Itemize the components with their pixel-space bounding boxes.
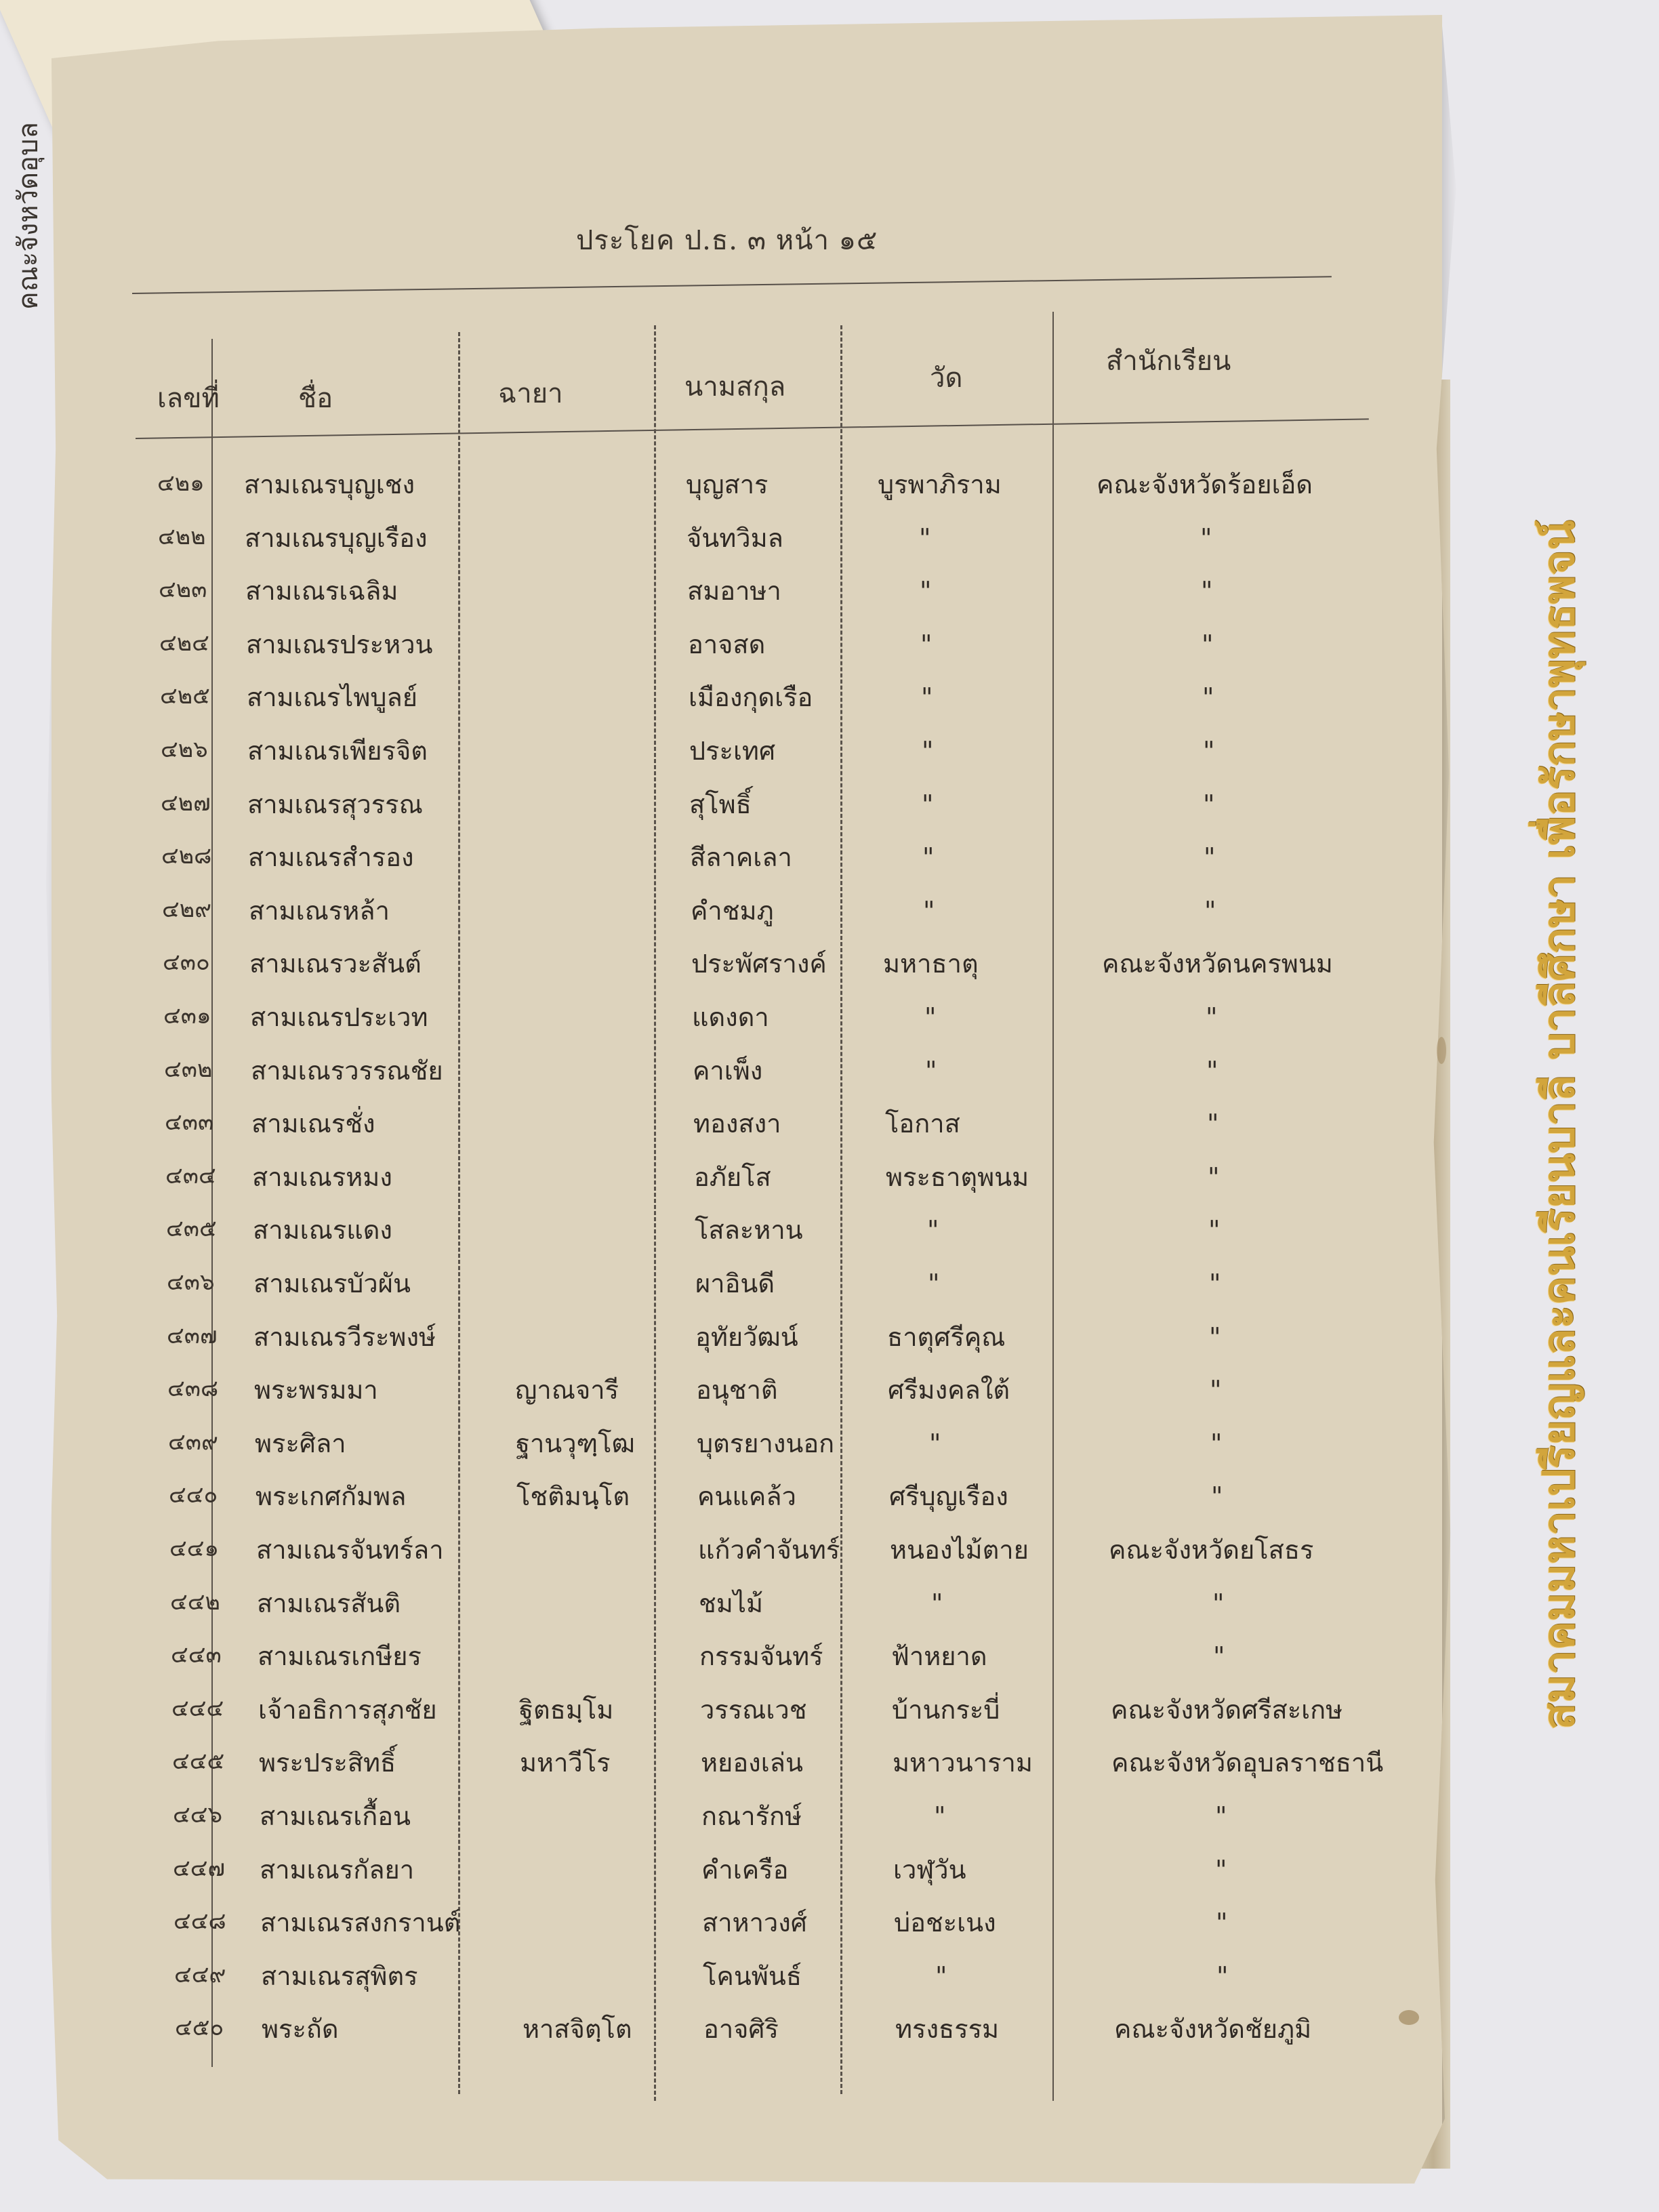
row-temple: ": [919, 523, 931, 553]
table-row: [9, 1217, 1500, 1270]
row-number: ๔๔๒: [170, 1588, 220, 1616]
row-temple: ": [929, 1428, 941, 1458]
row-school: ": [1208, 1215, 1221, 1246]
table-row: [12, 1483, 1502, 1536]
row-number: ๔๒๓: [159, 576, 207, 604]
row-school: ": [1215, 1801, 1227, 1831]
row-surname: ชมไม้: [699, 1588, 763, 1618]
row-name: สามเณรชั่ง: [251, 1109, 375, 1139]
col-header-no: เลขที่: [157, 383, 220, 414]
row-temple: ": [927, 1215, 939, 1246]
table-row: [5, 895, 1496, 951]
col-header-school: สำนักเรียน: [1106, 346, 1231, 377]
row-title: โชติมนฺโต: [516, 1481, 630, 1512]
row-school: ": [1206, 1055, 1218, 1086]
row-number: ๔๓๒: [164, 1055, 213, 1083]
row-temple: บ้านกระบี่: [892, 1694, 1000, 1725]
row-temple: ": [925, 1055, 937, 1086]
row-title: ฐานวุฑฺโฒ: [516, 1428, 635, 1458]
row-school: ": [1216, 1961, 1229, 1991]
table-row: [12, 1537, 1503, 1590]
row-number: ๔๓๐: [163, 949, 210, 977]
row-surname: กณารักษ์: [701, 1801, 802, 1831]
row-number: ๔๓๓: [165, 1109, 214, 1136]
row-temple: ": [922, 842, 935, 873]
row-name: สามเณรหล้า: [249, 895, 390, 926]
row-number: ๔๔๑: [169, 1535, 220, 1562]
table-row: [10, 1377, 1501, 1430]
row-surname: โสละหาน: [695, 1215, 803, 1246]
row-temple: บูรพาภิราม: [878, 470, 1002, 499]
row-school: ": [1208, 1162, 1220, 1192]
watermark: สมาคมมหาเปรียญและคนเรียนบาลี บาลีศึกษา เพื่อรักษาพุทธพจน์: [1534, 520, 1584, 1730]
row-number: ๔๔๔: [171, 1694, 224, 1722]
row-temple: พระธาตุพนม: [886, 1162, 1029, 1192]
row-surname: บุญสาร: [686, 470, 769, 499]
row-school: คณะจังหวัดร้อยเอ็ด: [1097, 470, 1313, 499]
row-name: สามเณรบุญเรือง: [245, 523, 428, 553]
row-title: หาสจิตฺโต: [523, 2014, 632, 2045]
row-name: พระพรมมา: [254, 1375, 378, 1406]
row-surname: แก้วคำจันทร์: [698, 1535, 840, 1565]
table-row: [15, 1750, 1506, 1803]
row-number: ๔๕๐: [175, 2014, 224, 2042]
paper-stain: [1437, 1037, 1446, 1064]
row-number: ๔๓๕: [166, 1215, 217, 1243]
row-surname: วรรณเวช: [700, 1694, 807, 1725]
page-header: ประโยค ป.ธ. ๓ หน้า ๑๕: [576, 225, 878, 256]
row-school: ": [1213, 1641, 1225, 1672]
row-number: ๔๔๙: [174, 1961, 226, 1988]
row-temple: ": [920, 629, 933, 659]
row-surname: สีลาคเลา: [690, 842, 792, 873]
row-temple: ": [934, 1801, 946, 1831]
row-name: สามเณรกัลยา: [260, 1854, 415, 1885]
table-row: [8, 1164, 1499, 1217]
row-name: สามเณรเกษียร: [258, 1641, 422, 1672]
row-number: ๔๔๓: [171, 1641, 222, 1669]
row-school: ": [1203, 736, 1215, 766]
row-school: ": [1210, 1428, 1223, 1458]
table-row: [7, 1055, 1498, 1111]
row-surname: โคนพันธ์: [703, 1961, 802, 1991]
row-temple: บ่อชะเนง: [894, 1908, 996, 1938]
row-surname: คาเพ็ง: [693, 1055, 763, 1086]
row-school: ": [1209, 1322, 1221, 1352]
row-number: ๔๓๔: [165, 1162, 216, 1189]
row-name: สามเณรเกื้อน: [260, 1801, 411, 1831]
table-row: [16, 1803, 1507, 1856]
row-name: สามเณรประเวท: [250, 1002, 428, 1032]
row-surname: เมืองกุดเรือ: [689, 682, 813, 713]
row-number: ๔๒๖: [161, 736, 208, 763]
row-name: สามเณรสงกรานต์: [260, 1908, 461, 1938]
row-number: ๔๓๙: [168, 1428, 218, 1456]
row-number: ๔๒๔: [159, 629, 209, 657]
row-temple: ": [922, 789, 934, 819]
row-temple: ฟ้าหยาด: [891, 1641, 987, 1672]
table-row: [3, 789, 1494, 844]
table-row: [6, 1004, 1497, 1057]
row-school: ": [1215, 1854, 1227, 1885]
col-header-surname: นามสกุล: [684, 371, 786, 403]
paper-stain: [1399, 2010, 1419, 2025]
row-school: ": [1202, 682, 1214, 713]
row-surname: แดงดา: [692, 1002, 769, 1032]
row-school: ": [1203, 789, 1215, 819]
row-name: สามเณรเพียรจิต: [247, 736, 428, 766]
row-number: ๔๒๑: [157, 470, 205, 497]
row-surname: ทองสงา: [693, 1109, 781, 1139]
row-name: พระศิลา: [255, 1428, 346, 1458]
row-school: คณะจังหวัดชัยภูมิ: [1114, 2014, 1312, 2045]
row-number: ๔๔๗: [173, 1854, 226, 1882]
row-school: ": [1202, 629, 1214, 659]
row-name: สามเณรหมง: [252, 1162, 392, 1192]
row-number: ๔๒๗: [161, 789, 211, 817]
row-surname: ประพัศรางค์: [691, 949, 827, 979]
row-surname: อภัยโส: [694, 1162, 771, 1192]
row-number: ๔๓๖: [167, 1269, 215, 1296]
row-temple: ทรงธรรม: [895, 2014, 1000, 2045]
row-surname: คนแคล้ว: [697, 1481, 796, 1512]
row-surname: ประเทศ: [689, 736, 776, 766]
row-name: สามเณรสุวรรณ: [247, 789, 423, 819]
row-surname: ผาอินดี: [695, 1269, 775, 1298]
row-school: คณะจังหวัดศรีสะเกษ: [1111, 1694, 1343, 1725]
row-surname: สุโพธิ์: [689, 789, 752, 819]
row-school: ": [1207, 1109, 1219, 1139]
col-header-name: ชื่อ: [298, 383, 333, 414]
table-row: [14, 1643, 1504, 1696]
row-school: ": [1201, 576, 1213, 607]
row-school: คณะจังหวัดยโสธร: [1109, 1535, 1314, 1565]
row-temple: หนองไม้ตาย: [890, 1535, 1029, 1565]
row-name: สามเณรวรรณชัย: [251, 1055, 443, 1086]
row-number: ๔๒๕: [160, 682, 210, 710]
table-row: [1, 578, 1492, 631]
row-temple: โอกาส: [885, 1109, 960, 1139]
row-name: สามเณรแดง: [253, 1215, 392, 1246]
row-title: ฐิตธมฺโม: [519, 1694, 614, 1725]
row-name: สามเณรสุพิตร: [261, 1961, 418, 1991]
row-number: ๔๒๒: [158, 523, 206, 550]
row-number: ๔๓๗: [167, 1322, 218, 1349]
row-surname: อาจสด: [688, 629, 766, 659]
row-title: มหาวีโร: [520, 1748, 611, 1778]
table-row: [7, 1111, 1498, 1164]
row-name: พระประสิทธิ์: [259, 1748, 396, 1778]
previous-page-fragment: คณะจังหวัดอุบล: [13, 122, 44, 310]
row-number: ๔๔๐: [169, 1481, 218, 1509]
table-row: [17, 1963, 1508, 2016]
row-temple: ศรีมงคลใต้: [888, 1375, 1010, 1406]
table-row: [2, 629, 1493, 684]
row-name: สามเณรวีระพงษ์: [253, 1322, 436, 1352]
row-temple: ธาตุศรีคุณ: [887, 1322, 1006, 1352]
row-number: ๔๔๕: [172, 1748, 225, 1776]
row-surname: คำเครือ: [701, 1854, 789, 1885]
row-school: คณะจังหวัดอุบลราชธานี: [1111, 1748, 1384, 1778]
table-row: [3, 684, 1494, 737]
row-temple: ": [921, 682, 933, 713]
row-name: สามเณรวะสันต์: [249, 949, 422, 979]
row-surname: กรรมจันทร์: [699, 1641, 823, 1672]
table-row: [9, 1271, 1500, 1324]
row-temple: ศรีบุญเรือง: [889, 1481, 1008, 1512]
row-name: สามเณรไพบูลย์: [247, 682, 418, 713]
row-name: สามเณรบัวผัน: [253, 1269, 411, 1298]
row-name: สามเณรจันทร์ลา: [256, 1535, 444, 1565]
col-header-temple: วัด: [930, 363, 963, 394]
row-name: สามเณรประหวน: [246, 629, 433, 659]
row-number: ๔๓๘: [167, 1375, 219, 1403]
row-temple: ": [935, 1961, 947, 1991]
row-name: เจ้าอธิการสุภชัย: [258, 1694, 437, 1725]
row-temple: ": [922, 736, 934, 766]
row-surname: คำชมภู: [691, 895, 774, 926]
table-row: [14, 1694, 1505, 1750]
row-temple: ": [924, 1002, 937, 1032]
row-name: สามเณรบุญเชง: [244, 470, 415, 499]
row-surname: บุตรยางนอก: [697, 1428, 835, 1458]
row-school: ": [1216, 1908, 1228, 1938]
row-temple: มหาวนาราม: [893, 1748, 1033, 1778]
row-temple: มหาธาตุ: [883, 949, 979, 979]
table-row: [13, 1588, 1504, 1643]
row-surname: สาหาวงศ์: [702, 1908, 807, 1938]
row-number: ๔๒๙: [162, 895, 212, 923]
row-surname: จันทวิมล: [687, 523, 783, 553]
table-row: [1, 525, 1492, 578]
row-name: สามเณรสันติ: [257, 1588, 401, 1618]
row-school: ": [1212, 1588, 1225, 1618]
row-number: ๔๓๑: [163, 1002, 211, 1029]
row-school: ": [1211, 1481, 1223, 1512]
row-number: ๔๒๘: [161, 842, 212, 870]
row-temple: เวฬุวัน: [893, 1854, 966, 1885]
row-school: ": [1200, 523, 1212, 553]
row-number: ๔๔๘: [173, 1908, 226, 1936]
row-school: ": [1210, 1375, 1222, 1406]
row-school: ": [1204, 895, 1216, 926]
row-surname: หยองเล่น: [701, 1748, 803, 1778]
table-row: [4, 844, 1495, 897]
row-name: พระเกศกัมพล: [255, 1481, 407, 1512]
row-school: ": [1209, 1269, 1221, 1298]
row-name: สามเณรสำรอง: [248, 842, 414, 873]
table-row: [16, 1910, 1507, 1963]
table-row: [9, 1324, 1500, 1377]
row-school: ": [1204, 842, 1216, 873]
row-surname: อนุชาติ: [696, 1375, 778, 1406]
row-name: พระถัด: [262, 2014, 339, 2045]
col-header-title: ฉายา: [498, 378, 563, 409]
row-name: สามเณรเฉลิม: [245, 576, 398, 607]
row-temple: ": [920, 576, 932, 607]
row-school: ": [1206, 1002, 1218, 1032]
table-row: [16, 1854, 1507, 1910]
table-row: [0, 472, 1491, 525]
row-temple: ": [923, 895, 935, 926]
row-title: ญาณจารี: [515, 1375, 619, 1406]
row-temple: ": [931, 1588, 943, 1618]
row-surname: อาจศิริ: [703, 2014, 779, 2045]
row-surname: อุทัยวัฒน์: [695, 1322, 798, 1352]
row-number: ๔๔๖: [173, 1801, 223, 1828]
row-temple: ": [928, 1269, 940, 1298]
row-school: คณะจังหวัดนครพนม: [1102, 949, 1333, 979]
table-row: [3, 738, 1494, 791]
row-surname: สมอาษา: [687, 576, 781, 607]
table-row: [5, 951, 1496, 1004]
table-row: [11, 1428, 1502, 1483]
table-row: [18, 2016, 1509, 2069]
